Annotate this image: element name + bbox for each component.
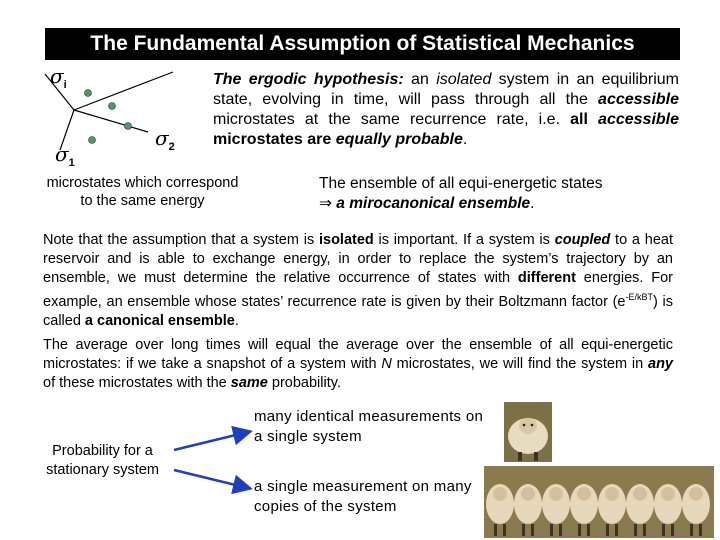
measurement-single-system: many identical measurements on a single system xyxy=(254,408,484,445)
arrow-down-icon xyxy=(174,470,248,488)
ergodic-hypothesis-text: The ergodic hypothesis: an isolated system in an equilibrium state, evolving in time, will pass through all the accessible microstates at the same recurrence rate, i.e. all accessible microstates are equally probable. xyxy=(213,71,679,148)
measurement-many-copies: a single measurement on many copies of the system xyxy=(254,478,472,515)
sigma-1-label: $\sigma_1$ xyxy=(55,142,75,169)
probability-label: Probability for a stationary system xyxy=(46,443,159,478)
slide-title: The Fundamental Assumption of Statistical Mechanics xyxy=(45,28,680,60)
microcanonical-ensemble-text: The ensemble of all equi-energetic states ⇒ a mirocanonical ensemble. xyxy=(319,175,603,212)
time-average-paragraph: The average over long times will equal the average over the ensemble of all equi-energetic microstates: if we take a snapshot of a system with N microstates, we will find the system in any of these microstates with the same probability. xyxy=(43,337,673,391)
sheep-icon xyxy=(504,402,552,462)
canonical-ensemble-paragraph: Note that the assumption that a system is isolated is important. If a system is coupled to a heat reservoir and is able to exchange energy, in order to replace the system’s trajectory by an ensemble, we must determine the relative occurrence of states with different energies. For example, an ensemble whose states’ recurrence rate is given by their Boltzmann factor $(e^{-E/kBT})$ is called a canonical ensemble. xyxy=(43,232,673,329)
arrow-up-icon xyxy=(174,432,248,450)
sheep-flock-icon xyxy=(484,466,714,538)
sigma-2-label: $\sigma_2$ xyxy=(155,126,175,153)
microstate-diagram xyxy=(30,62,220,177)
arrow-icons xyxy=(170,420,260,500)
sigma-i-label: $\sigma_i$ xyxy=(50,64,67,91)
diagram-caption: microstates which correspond to the same energy xyxy=(46,175,239,209)
